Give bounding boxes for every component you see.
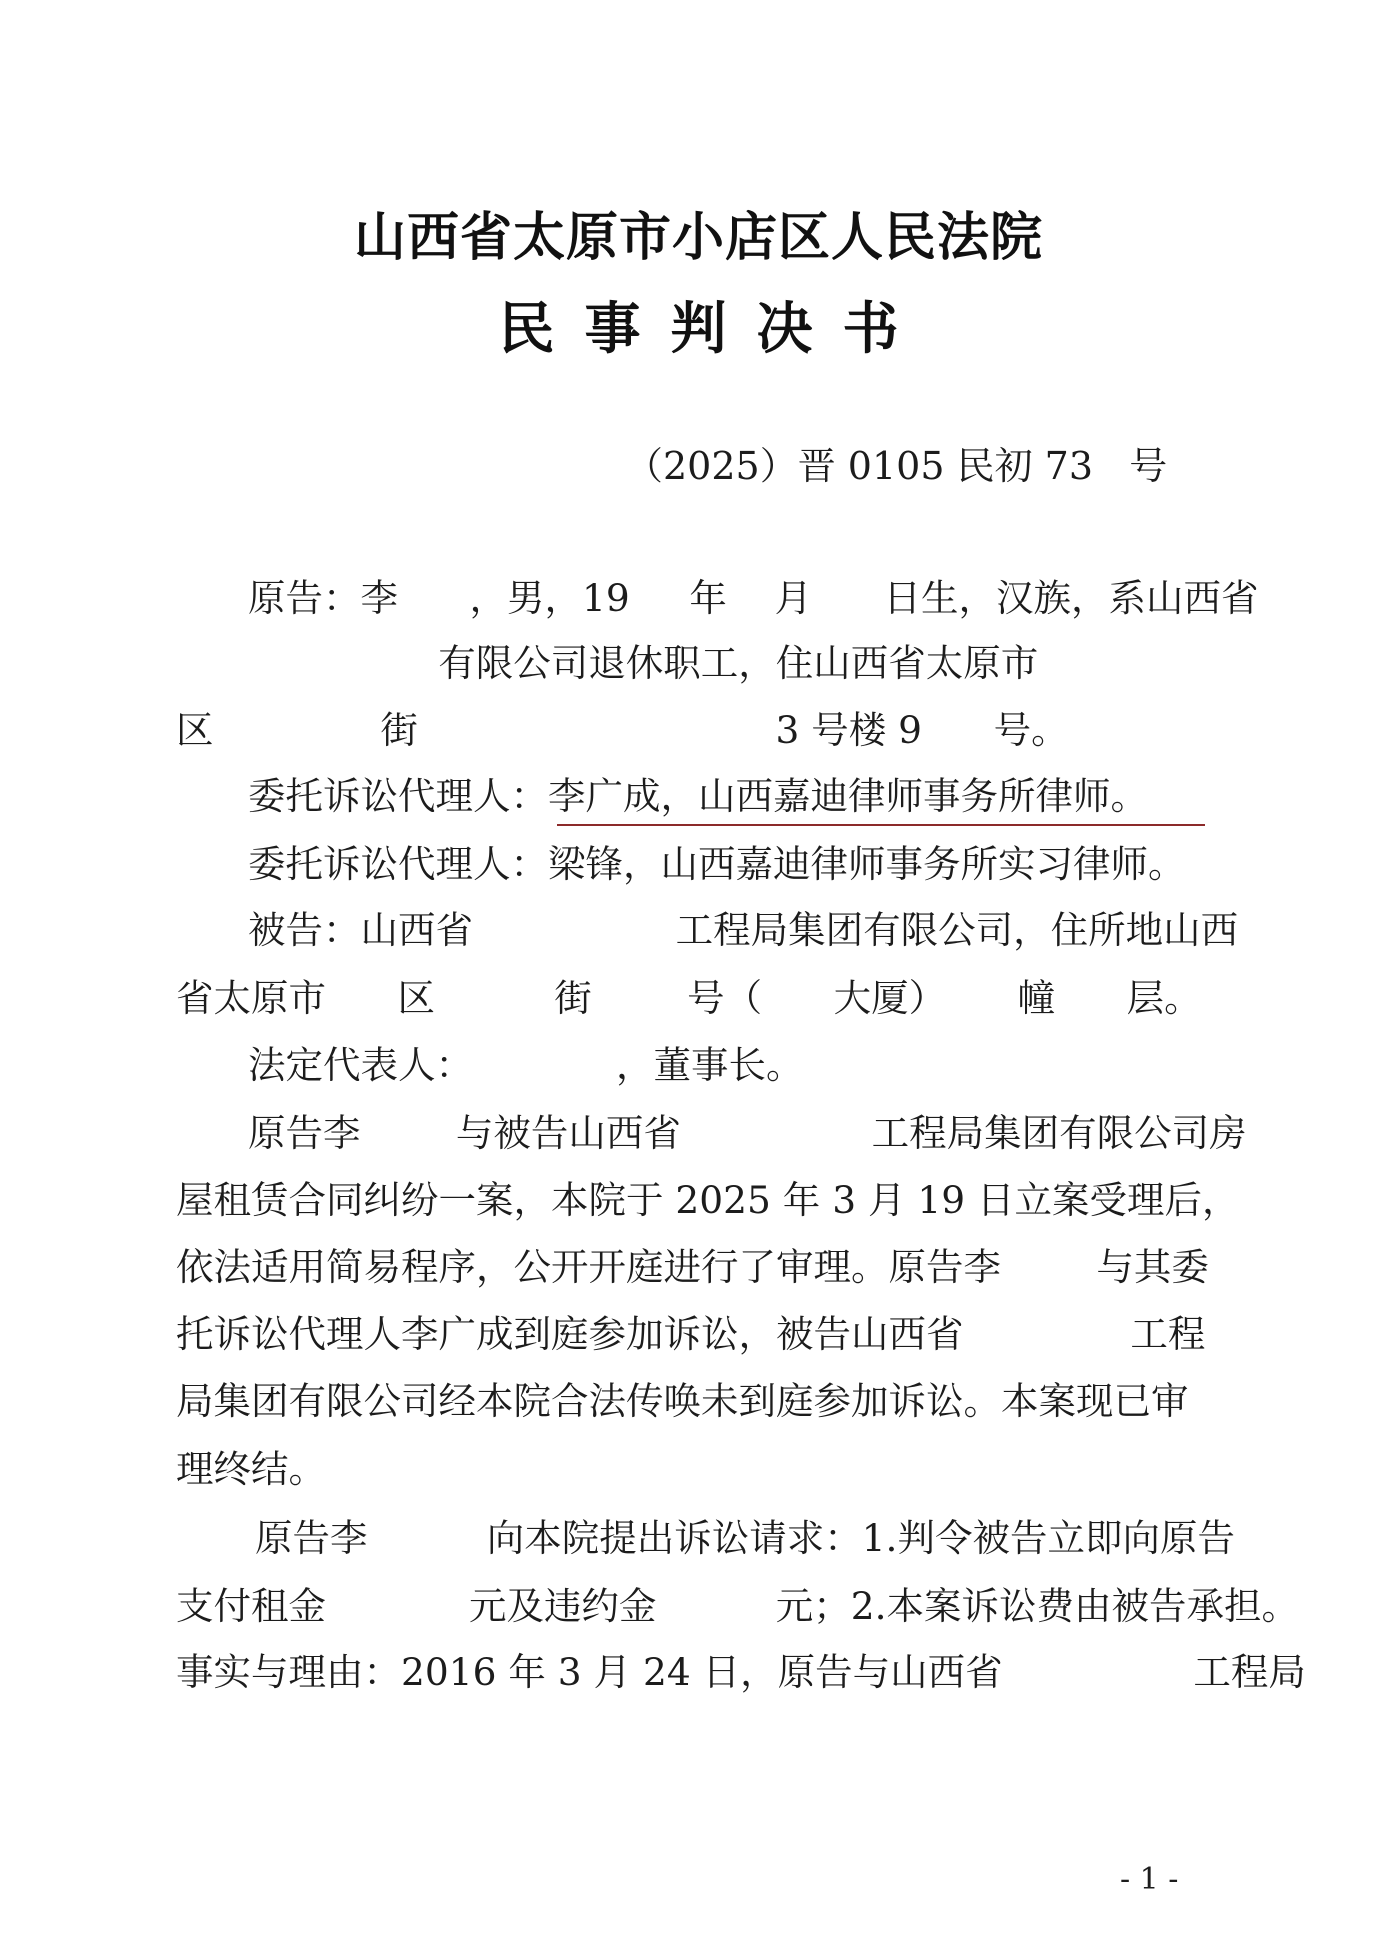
case-paragraph-line-5: 局集团有限公司经本院合法传唤未到庭参加诉讼。本案现已审 bbox=[176, 1379, 1189, 1423]
claims-line-1: 原告李 向本院提出诉讼请求：1.判令被告立即向原告 bbox=[255, 1516, 1235, 1560]
claims-line-2: 支付租金 元及违约金 元；2.本案诉讼费由被告承担。 bbox=[176, 1584, 1300, 1628]
page-number: - 1 - bbox=[1120, 1862, 1179, 1897]
case-paragraph-line-4: 托诉讼代理人李广成到庭参加诉讼，被告山西省 工程 bbox=[176, 1312, 1206, 1356]
document-type-title: 民事判决书 bbox=[498, 296, 929, 362]
case-paragraph-line-1: 原告李 与被告山西省 工程局集团有限公司房 bbox=[248, 1111, 1247, 1155]
plaintiff-line-1: 原告：李 ，男，19 年 月 日生，汉族，系山西省 bbox=[248, 576, 1259, 620]
court-name: 山西省太原市小店区人民法院 bbox=[353, 207, 1043, 268]
case-paragraph-line-6: 理终结。 bbox=[176, 1447, 326, 1491]
case-paragraph-line-2: 屋租赁合同纠纷一案，本院于 2025 年 3 月 19 日立案受理后， bbox=[176, 1178, 1240, 1222]
defendant-line-1: 被告：山西省 工程局集团有限公司，住所地山西 bbox=[248, 908, 1239, 952]
legal-representative-line: 法定代表人： ，董事长。 bbox=[248, 1043, 804, 1087]
claims-line-3: 事实与理由：2016 年 3 月 24 日，原告与山西省 工程局 bbox=[176, 1650, 1306, 1694]
case-number: （2025）晋 0105 民初 73 号 bbox=[625, 444, 1168, 488]
agent-underline bbox=[557, 824, 1205, 826]
plaintiff-line-3: 区 街 3 号楼 9 号。 bbox=[176, 708, 1069, 752]
agent-line-2: 委托诉讼代理人：梁锋，山西嘉迪律师事务所实习律师。 bbox=[248, 842, 1186, 886]
case-paragraph-line-3: 依法适用简易程序，公开开庭进行了审理。原告李 与其委 bbox=[176, 1245, 1209, 1289]
plaintiff-line-2: 有限公司退休职工，住山西省太原市 bbox=[176, 641, 1039, 685]
defendant-line-2: 省太原市 区 街 号（ 大厦） 幢 层。 bbox=[176, 976, 1202, 1020]
agent-line-1: 委托诉讼代理人：李广成，山西嘉迪律师事务所律师。 bbox=[248, 774, 1148, 818]
